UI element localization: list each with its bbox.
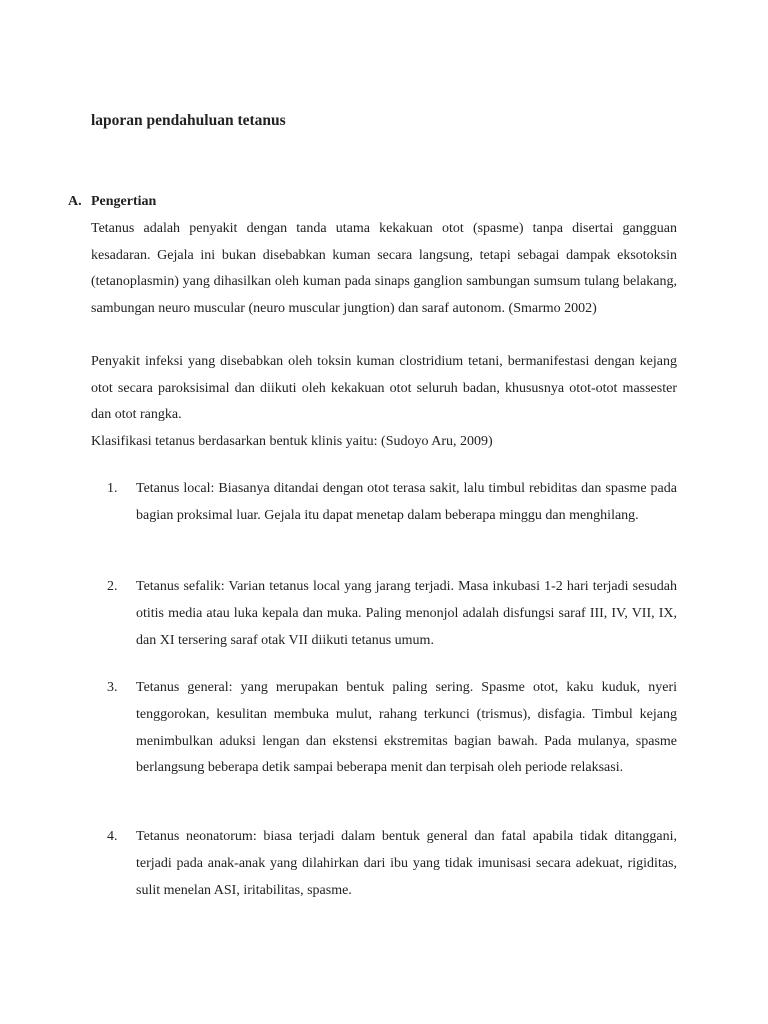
section-heading-text: Pengertian: [91, 194, 157, 209]
paragraph-definition: Tetanus adalah penyakit dengan tanda utama kekakuan otot (spasme) tanpa disertai gangguan kesadaran. Gejala ini bukan disebabkan kuman secara langsung, tetapi sebagai dampak eksotoksin (tetanoplasmin) yang dihasilkan oleh kuman pada sinaps ganglion sambungan sumsum tulang belakang, sambungan neuro muscular (neuro muscular jungtion) dan saraf autonom. (Smarmo 2002): [91, 221, 677, 316]
list-item-text: Tetanus neonatorum: biasa terjadi dalam bentuk general dan fatal apabila tidak ditanggani, terjadi pada anak-anak yang dilahirkan dari ibu yang tidak imunisasi secara adekuat, rigiditas, sulit menelan ASI, iritabilitas, spasme.: [136, 829, 677, 898]
list-item: [107, 675, 677, 782]
document-title: laporan pendahuluan tetanus: [91, 112, 286, 129]
list-item-number: 3.: [107, 680, 118, 695]
list-item-number: 2.: [107, 579, 118, 594]
list-item-text: Tetanus local: Biasanya ditandai dengan otot terasa sakit, lalu timbul rebiditas dan spasme pada bagian proksimal luar. Gejala itu dapat menetap dalam beberapa minggu dan menghilang.: [136, 481, 677, 523]
list-item: [107, 476, 677, 530]
list-item-number: 4.: [107, 829, 118, 844]
section-heading: [68, 194, 156, 210]
paragraph-classification: Klasifikasi tetanus berdasarkan bentuk klinis yaitu: (Sudoyo Aru, 2009): [91, 434, 493, 449]
list-item-number: 1.: [107, 481, 118, 496]
section-letter: A.: [68, 194, 82, 209]
list-item: [107, 574, 677, 654]
list-item: [107, 824, 677, 904]
paragraph-infection: Penyakit infeksi yang disebabkan oleh toksin kuman clostridium tetani, bermanifestasi dengan kejang otot secara paroksisimal dan diikuti oleh kekakuan otot seluruh badan, khususnya otot-otot massester dan otot rangka.: [91, 354, 677, 423]
list-item-text: Tetanus sefalik: Varian tetanus local yang jarang terjadi. Masa inkubasi 1-2 hari terjadi sesudah otitis media atau luka kepala dan muka. Paling menonjol adalah disfungsi saraf III, IV, VII, IX, dan XI tersering saraf otak VII diikuti tetanus umum.: [136, 579, 677, 648]
list-item-text: Tetanus general: yang merupakan bentuk paling sering. Spasme otot, kaku kuduk, nyeri tenggorokan, kesulitan membuka mulut, rahang terkunci (trismus), disfagia. Timbul kejang menimbulkan aduksi lengan dan ekstensi ekstremitas bagian bawah. Pada mulanya, spasme berlangsung beberapa detik sampai beberapa menit dan terpisah oleh periode relaksasi.: [136, 680, 677, 776]
